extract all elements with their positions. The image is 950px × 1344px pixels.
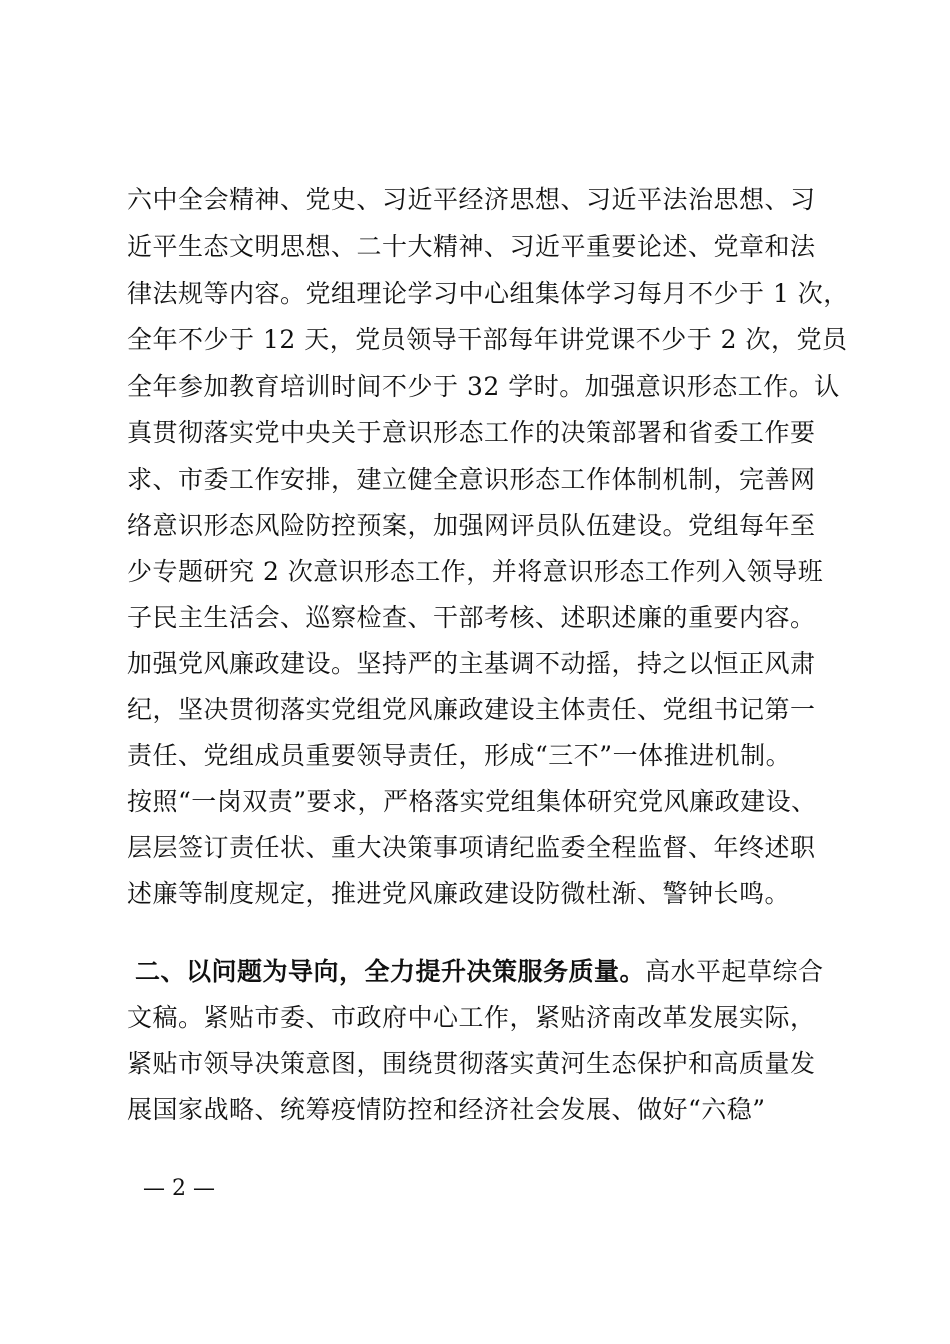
paragraph-line: 纪，坚决贯彻落实党组党风廉政建设主体责任、党组书记第一: [127, 695, 816, 724]
page-number: — 2 —: [143, 1176, 215, 1201]
paragraph-line: 子民主生活会、巡察检查、干部考核、述职述廉的重要内容。: [127, 603, 816, 632]
paragraph-line: 述廉等制度规定，推进党风廉政建设防微杜渐、警钟长鸣。: [127, 879, 791, 908]
section-heading: 二、以问题为导向，全力提升决策服务质量。: [135, 957, 646, 986]
paragraph-line: 少专题研究 2 次意识形态工作，并将意识形态工作列入领导班: [127, 557, 824, 586]
paragraph-line: 文稿。紧贴市委、市政府中心工作，紧贴济南改革发展实际，: [127, 1003, 816, 1032]
paragraph-line: 按照“一岗双责”要求，严格落实党组集体研究党风廉政建设、: [127, 787, 817, 816]
paragraph-line: 责任、党组成员重要领导责任，形成“三不”一体推进机制。: [127, 741, 792, 770]
paragraph-line: 全年参加教育培训时间不少于 32 学时。加强意识形态工作。认: [127, 372, 840, 401]
paragraph-line: 加强党风廉政建设。坚持严的主基调不动摇，持之以恒正风肃: [127, 649, 816, 678]
paragraph-line: 全年不少于 12 天，党员领导干部每年讲党课不少于 2 次，党员: [127, 325, 848, 354]
paragraph-line: 求、市委工作安排，建立健全意识形态工作体制机制，完善网: [127, 465, 816, 494]
paragraph-line: 紧贴市领导决策意图，围绕贯彻落实黄河生态保护和高质量发: [127, 1049, 816, 1078]
paragraph-line: 层层签订责任状、重大决策事项请纪监委全程监督、年终述职: [127, 833, 816, 862]
paragraph-line: 络意识形态风险防控预案，加强网评员队伍建设。党组每年至: [127, 511, 816, 540]
paragraph-line: 真贯彻落实党中央关于意识形态工作的决策部署和省委工作要: [127, 418, 816, 447]
section-heading-line: [135, 957, 824, 987]
paragraph-line: 六中全会精神、党史、习近平经济思想、习近平法治思想、习: [127, 185, 816, 214]
paragraph-line: 展国家战略、统筹疫情防控和经济社会发展、做好“六稳”: [127, 1095, 766, 1124]
section-heading-continuation: 高水平起草综合: [645, 957, 824, 986]
paragraph-line: 近平生态文明思想、二十大精神、习近平重要论述、党章和法: [127, 232, 816, 261]
paragraph-line: 律法规等内容。党组理论学习中心组集体学习每月不少于 1 次，: [127, 279, 849, 308]
